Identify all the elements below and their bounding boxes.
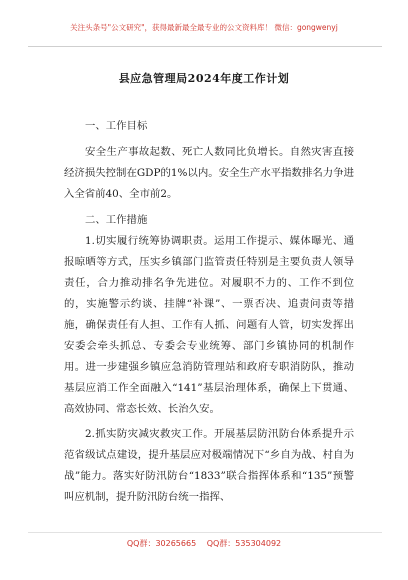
header-banner: 关注头条号"公文研究"，获得最新最全最专业的公文资料库！ 微信：gongwenyj [70, 23, 338, 32]
paragraph-goals: 安全生产事故起数、死亡人数同比负增长。自然灾害直接经济损失控制在GDP的1%以内。安全生产水平指数排名力争进入全省前40、全市前2。 [64, 146, 354, 200]
footer-qq-group-1: QQ群：30265665 [126, 539, 197, 548]
document-body [64, 116, 354, 508]
section-heading-goals: 一、工作目标 [85, 120, 148, 132]
paragraph-measure-1: 1.切实履行统筹协调职责。运用工作提示、媒体曝光、通报晾晒等方式，压实乡镇部门监管责任特别是主要负责人领导责任，合力推动排名争先进位。对履职不力的、工作不到位的，实施警示约谈、挂牌“补课”、一票否决、追责问责等措施，确保责任有人担、工作有人抓、问题有人管，切实发挥出安委会牵头抓总、专委会专业统筹、部门乡镇协同的机制作用。进一步建强乡镇应急消防管理站和政府专职消防队，推动基层应消工作全面融入“141”基层治理体系，确保上下贯通、高效协同、常态长效、长治久安。 [64, 235, 354, 415]
footer-divider [28, 532, 382, 533]
paragraph-measure-2: 2.抓实防灾减灾救灾工作。开展基层防汛防台体系提升示范省级试点建设，提升基层应对极端情况下“乡自为战、村自为战”能力。落实好防汛防台“1833”联合指挥体系和“135”预警叫应机制，提升防汛防台统一指挥、 [64, 428, 354, 503]
document-title: 县应急管理局2024年度工作计划 [118, 72, 290, 85]
header-divider [28, 46, 382, 47]
footer [0, 538, 408, 549]
footer-qq-group-2: QQ群：535304092 [206, 539, 282, 548]
section-heading-measures: 二、工作措施 [85, 214, 148, 226]
